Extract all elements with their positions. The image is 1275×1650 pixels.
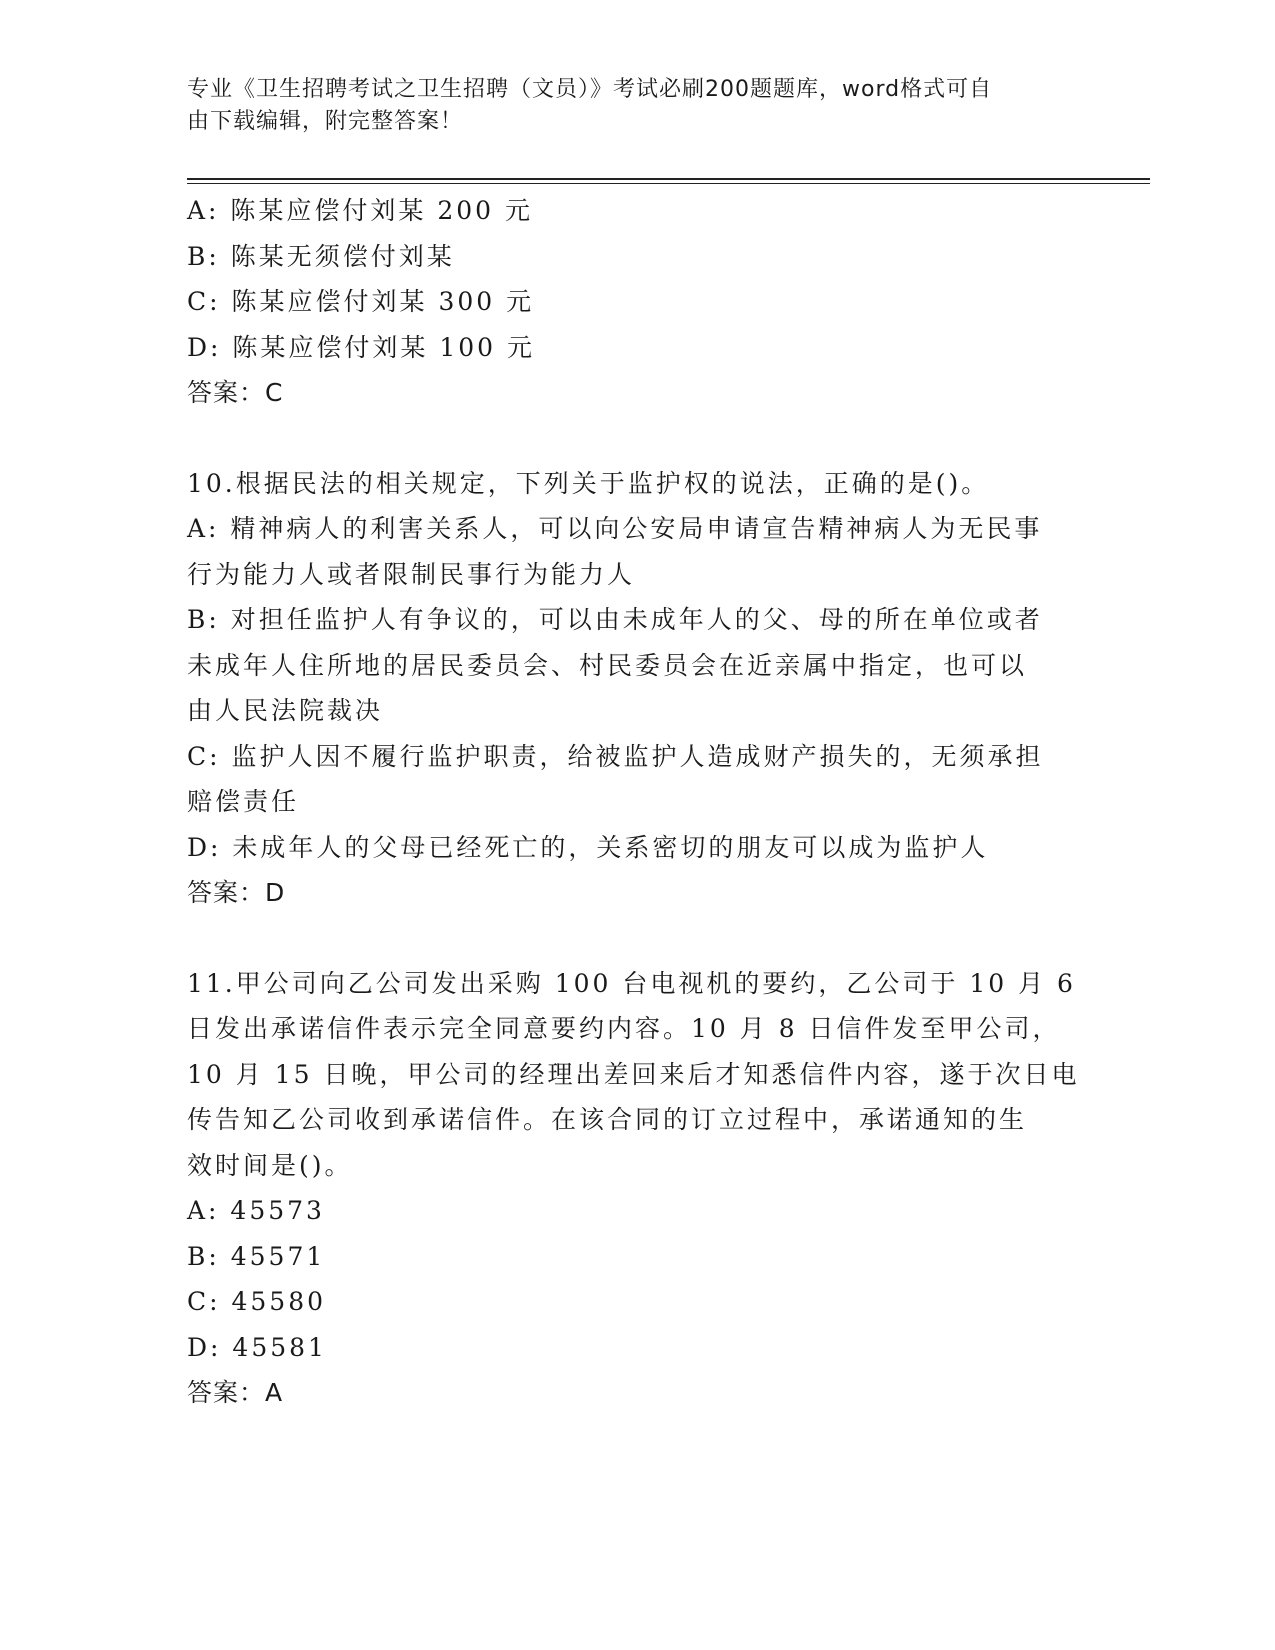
q10-option-c: C: 监护人因不履行监护职责，给被监护人造成财产损失的，无须承担 <box>187 741 1044 771</box>
question-content <box>187 188 1087 1416</box>
q10-answer: 答案：D <box>187 878 286 907</box>
q11-stem-line: 10 月 15 日晚，甲公司的经理出差回来后才知悉信件内容，遂于次日电 <box>187 1059 1080 1089</box>
document-header <box>187 74 1067 138</box>
question-11-block <box>187 961 1087 1416</box>
spacer <box>187 916 1087 961</box>
header-divider-thick <box>187 178 1150 180</box>
header-line-2: 由下载编辑，附完整答案！ <box>187 109 464 134</box>
q11-stem-line: 效时间是()。 <box>187 1150 353 1180</box>
q9-option-d: D: 陈某应偿付刘某 100 元 <box>187 332 536 362</box>
spacer <box>187 416 1087 461</box>
q9-option-b: B: 陈某无须偿付刘某 <box>187 241 455 271</box>
q10-option-b: B: 对担任监护人有争议的，可以由未成年人的父、母的所在单位或者 <box>187 605 1043 634</box>
header-divider-thin <box>187 183 1150 184</box>
q11-stem-line: 传告知乙公司收到承诺信件。在该合同的订立过程中，承诺通知的生 <box>187 1105 1028 1134</box>
q9-option-c: C: 陈某应偿付刘某 300 元 <box>187 287 535 316</box>
question-10-block <box>187 461 1087 916</box>
header-line-1: 专业《卫生招聘考试之卫生招聘（文员）》考试必刷200题题库，word格式可自 <box>187 77 993 102</box>
q10-option-b-cont: 由人民法院裁决 <box>187 696 384 725</box>
q11-option-c: C: 45580 <box>187 1287 327 1316</box>
q10-option-d: D: 未成年人的父母已经死亡的，关系密切的朋友可以成为监护人 <box>187 832 989 862</box>
q11-answer: 答案：A <box>187 1378 284 1407</box>
q10-option-a: A: 精神病人的利害关系人，可以向公安局申请宣告精神病人为无民事 <box>187 514 1043 543</box>
q10-option-a-cont: 行为能力人或者限制民事行为能力人 <box>187 559 636 589</box>
question-9-block <box>187 188 1087 416</box>
q10-option-c-cont: 赔偿责任 <box>187 787 300 816</box>
q9-answer: 答案：C <box>187 378 284 407</box>
q10-stem-line: 10.根据民法的相关规定，下列关于监护权的说法，正确的是()。 <box>187 468 990 498</box>
q11-option-a: A: 45573 <box>187 1196 325 1225</box>
q11-stem-line: 日发出承诺信件表示完全同意要约内容。10 月 8 日信件发至甲公司， <box>187 1014 1061 1043</box>
q11-option-d: D: 45581 <box>187 1332 327 1362</box>
q11-option-b: B: 45571 <box>187 1241 326 1271</box>
q10-option-b-cont: 未成年人住所地的居民委员会、村民委员会在近亲属中指定，也可以 <box>187 650 1028 680</box>
q11-stem-line: 11.甲公司向乙公司发出采购 100 台电视机的要约，乙公司于 10 月 6 <box>187 968 1076 998</box>
q9-option-a: A: 陈某应偿付刘某 200 元 <box>187 196 534 225</box>
